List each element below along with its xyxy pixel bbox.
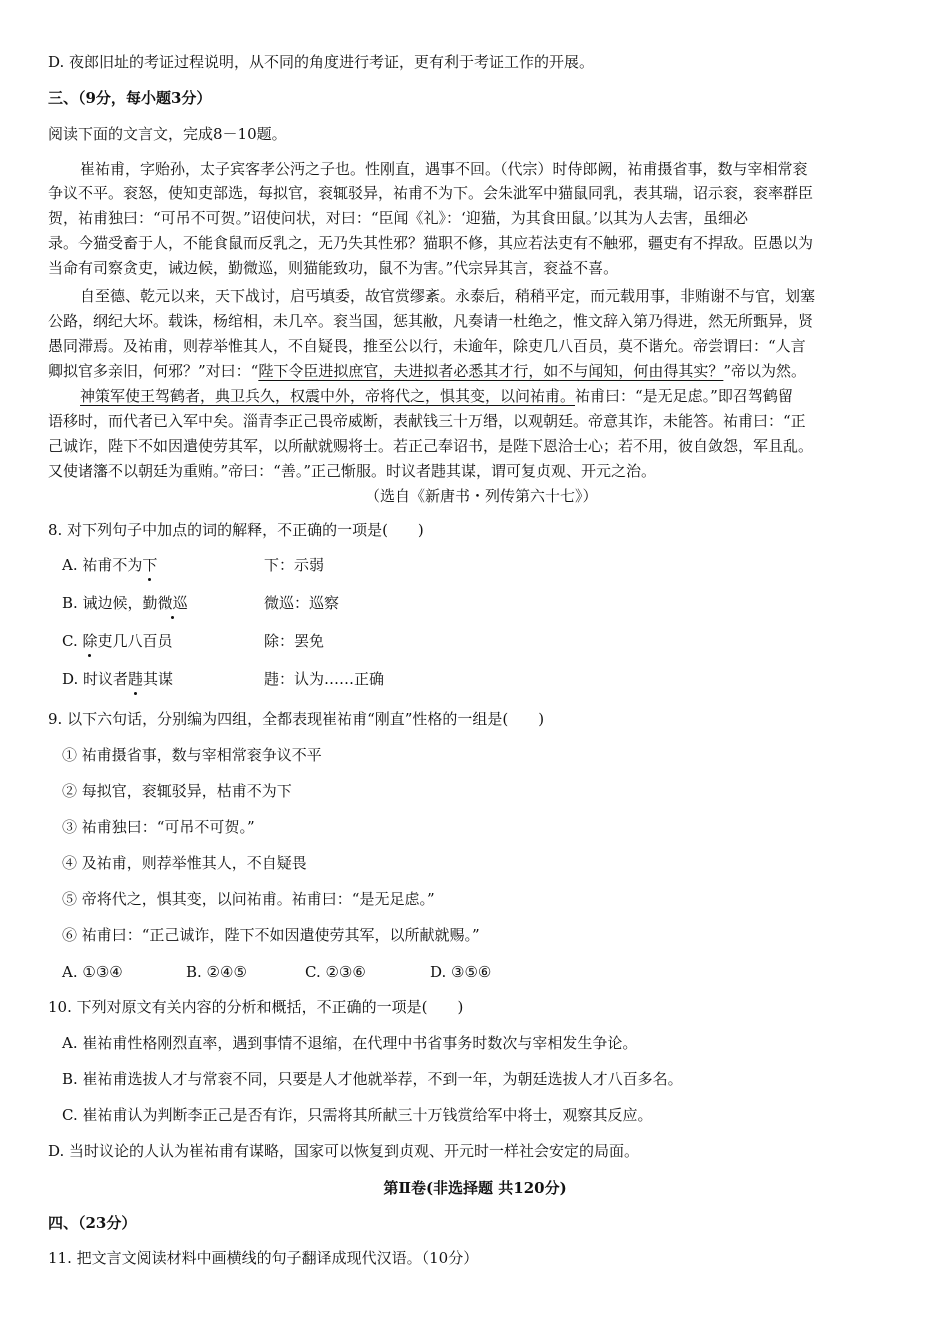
q8-option-b-gloss: 微巡：巡察	[264, 594, 340, 612]
section-4-heading: 四、（23分）	[48, 1214, 137, 1232]
q10-option-c: C. 崔祐甫认为判断李正己是否有诈，只需将其所献三十万钱赏给军中将士，观察其反应。	[62, 1106, 653, 1124]
q9-stem: 9. 以下六句话，分别编为四组，全都表现崔祐甫“刚直”性格的一组是( )	[48, 710, 545, 728]
passage-text: ”帝以为然。	[723, 362, 807, 380]
passage-line: 公路，纲纪大坏。载诛，杨绾相，未几卒。衮当国，惩其敝，凡奏请一杜绝之，惟文辞入第乃得进，然无所甄异，贤	[48, 312, 814, 330]
dotted-word: 微巡	[158, 591, 188, 615]
q8-stem: 8. 对下列句子中加点的词的解释，不正确的一项是( )	[48, 521, 424, 539]
q9-item: ⑥ 祐甫曰：“正己诚诈，陛下不如因遣使劳其军，以所献就赐。”	[62, 926, 480, 944]
q8-option-a-gloss: 下：示弱	[264, 556, 325, 574]
q10-option-a: A. 崔祐甫性格刚烈直率，遇到事情不退缩，在代理中书省事务时数次与宰相发生争论。	[62, 1034, 638, 1052]
q7-option-d: D. 夜郎旧址的考证过程说明，从不同的角度进行考证，更有利于考证工作的开展。	[48, 53, 595, 71]
q10-stem: 10. 下列对原文有关内容的分析和概括，不正确的一项是( )	[48, 998, 464, 1016]
q8-option-c-gloss: 除：罢免	[264, 632, 325, 650]
q9-item: ③ 祐甫独曰：“可吊不可贺。”	[62, 818, 255, 836]
q8-option-b: B. 诫边候，勤微巡	[62, 591, 188, 615]
q9-item: ⑤ 帝将代之，惧其变，以问祐甫。祐甫曰：“是无足虑。”	[62, 890, 435, 908]
passage-source: （选自《新唐书・列传第六十七》）	[365, 487, 598, 505]
q8-option-a: A. 祐甫不为下	[62, 553, 157, 577]
passage-text: 卿拟官多亲旧，何邪？”对曰：“	[48, 362, 259, 380]
q9-choice-d: D. ③⑤⑥	[430, 963, 492, 981]
passage-line: 愚同滞焉。及祐甫，则荐举惟其人，不自疑畏，推至公以行，未逾年，除吏几八百员，莫不谐允。帝尝谓曰：“人言	[48, 337, 806, 355]
q11-stem: 11. 把文言文阅读材料中画横线的句子翻译成现代汉语。（10分）	[48, 1249, 479, 1267]
dotted-word: 下	[142, 553, 157, 577]
q9-choice-a: A. ①③④	[62, 963, 123, 981]
q10-option-b: B. 崔祐甫选拔人才与常衮不同，只要是人才他就举荐，不到一年，为朝廷选拔人才八百多名。	[62, 1070, 683, 1088]
underlined-sentence: 神策军使王驾鹤者，典卫兵久，权震中外，帝将代之，惧其变，以问祐甫。	[80, 387, 576, 405]
dotted-word: 除	[82, 629, 97, 653]
passage-line: 争议不平。衮怒，使知吏部选，每拟官，衮辄驳异，祐甫不为下。会朱泚军中猫鼠同乳，表其瑞，诏示衮，衮率群臣	[48, 184, 814, 202]
passage-line: 录。今猫受畜于人，不能食鼠而反乳之，无乃失其性邪？猫职不修，其应若法吏有不触邪，疆吏有不捍敌。臣愚以为	[48, 234, 814, 252]
passage-line-with-underline	[80, 384, 793, 408]
q8-option-d-gloss: 韪：认为……正确	[264, 670, 385, 688]
passage-line: 自至德、乾元以来，天下战讨，启丐填委，故官赏缪紊。永泰后，稍稍平定，而元载用事，非贿谢不与官，划塞	[80, 287, 816, 305]
q8-option-c: C. 除吏几八百员	[62, 629, 173, 653]
q9-item: ② 每拟官，衮辄驳异，枯甫不为下	[62, 782, 292, 800]
passage-line: 当命有司察贪吏，诫边候，勤微巡，则猫能致功，鼠不为害。”代宗异其言，衮益不喜。	[48, 259, 619, 277]
q8-option-d: D. 时议者韪其谋	[62, 667, 173, 691]
q9-item: ④ 及祐甫，则荐举惟其人，不自疑畏	[62, 854, 307, 872]
passage-line-with-underline	[48, 359, 806, 383]
passage-text: 祐甫曰：“是无足虑。”即召驾鹤留	[575, 387, 793, 405]
q10-option-d: D. 当时议论的人认为崔祐甫有谋略，国家可以恢复到贞观、开元时一样社会安定的局面。	[48, 1142, 640, 1160]
q9-choice-c: C. ②③⑥	[305, 963, 366, 981]
passage-line: 崔祐甫，字贻孙，太子宾客孝公沔之子也。性刚直，遇事不回。（代宗）时侍郎阙，祐甫摄省事，数与宰相常衮	[80, 160, 808, 178]
passage-line: 贺，祐甫独曰：“可吊不可贺。”诏使问状，对曰：“臣闻《礼》：‘迎猫，为其食田鼠。’以其为人去害，虽细必	[48, 209, 749, 227]
section-3-heading: 三、（9分，每小题3分）	[48, 89, 212, 107]
passage-line: 又使诸籓不以朝廷为重贿。”帝曰：“善。”正己惭服。时议者韪其谋，谓可复贞观、开元之治。	[48, 462, 657, 480]
passage-line: 语移时，而代者已入军中矣。淄青李正己畏帝威断，表献钱三十万缗，以观朝廷。帝意其诈，未能答。祐甫曰：“正	[48, 412, 806, 430]
section-3-instruction: 阅读下面的文言文，完成8－10题。	[48, 125, 287, 143]
part-2-heading: 第Ⅱ卷(非选择题 共120分)	[383, 1179, 567, 1197]
passage-line: 己诚诈，陛下不如因遣使劳其军，以所献就赐将士。若正己奉诏书，是陛下恩洽士心；若不用，彼自敛怨，军且乱。	[48, 437, 814, 455]
q9-choice-b: B. ②④⑤	[186, 963, 247, 981]
underlined-sentence: 陛下令臣进拟庶官，夫进拟者必悉其才行，如不与闻知，何由得其实？	[258, 362, 724, 380]
dotted-word: 韪	[128, 667, 143, 691]
q9-item: ① 祐甫摄省事，数与宰相常衮争议不平	[62, 746, 322, 764]
